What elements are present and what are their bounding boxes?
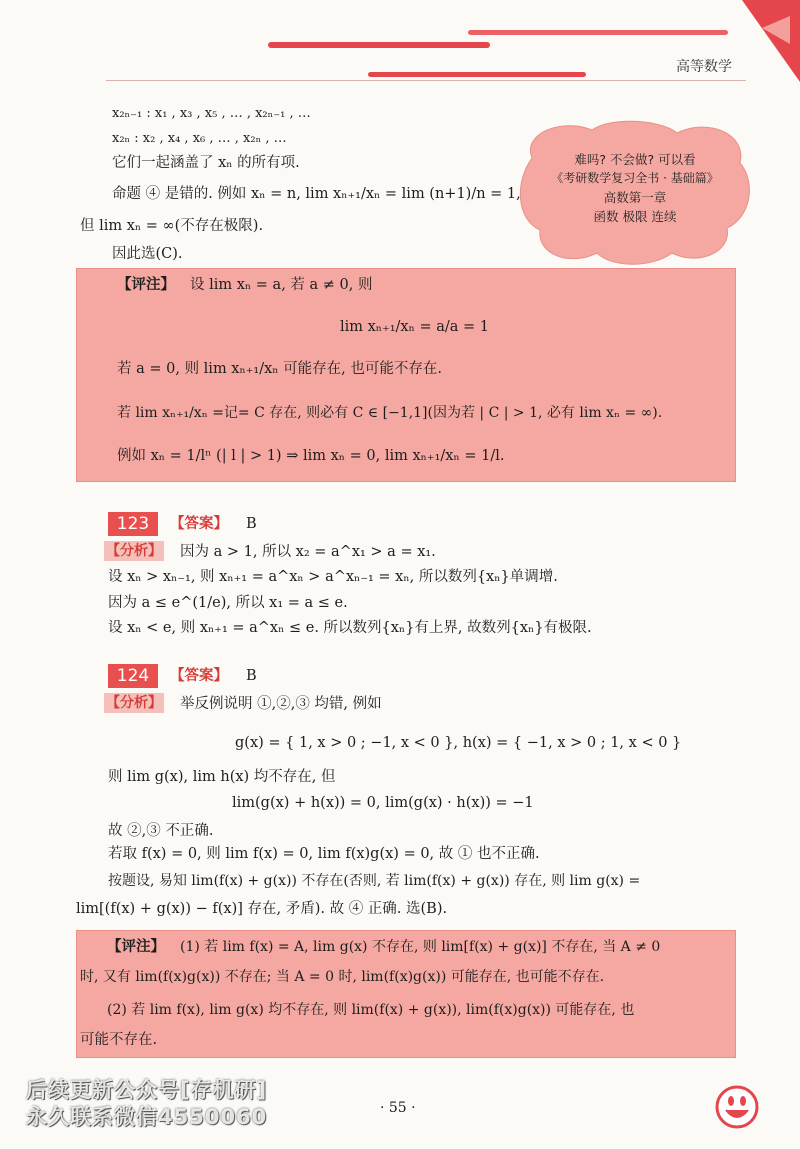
- cloud-text: 难吗? 不会做? 可以看: [574, 152, 696, 167]
- analysis-line: 因为 a ≤ e^(1/e), 所以 x₁ = a ≤ e.: [108, 595, 348, 611]
- cloud-text: 《考研数学复习全书 · 基础篇》: [551, 171, 719, 185]
- page-number: · 55 ·: [380, 1100, 416, 1116]
- analysis-line: lim[(f(x) + g(x)) − f(x)] 存在, 矛盾). 故 ④ 正确. 选(B).: [76, 901, 448, 917]
- analysis-line: g(x) = { 1, x > 0 ; −1, x < 0 }, h(x) = { −1, x > 0 ; 1, x < 0 }: [235, 735, 682, 751]
- answer-label: 【答案】: [170, 515, 228, 532]
- analysis-line: 举反例说明 ①,②,③ 均错, 例如: [180, 696, 382, 712]
- text-line: 命题 ④ 是错的. 例如 xₙ = n, lim xₙ₊₁/xₙ = lim (n+1)/n = 1,: [112, 186, 521, 202]
- watermark: 后续更新公众号[存机研]: [26, 1078, 268, 1102]
- note-label: 【评注】: [117, 276, 175, 293]
- header-stripe: [268, 42, 490, 48]
- text-line: x₂ₙ₋₁ : x₁ , x₃ , x₅ , … , x₂ₙ₋₁ , …: [112, 106, 311, 121]
- note-line: (1) 若 lim f(x) = A, lim g(x) 不存在, 则 lim[f(x) + g(x)] 不存在, 当 A ≠ 0: [180, 939, 661, 955]
- header-corner-triangle: [732, 0, 800, 82]
- header-stripe: [468, 30, 728, 35]
- question-number: 123: [108, 512, 158, 536]
- analysis-line: 故 ②,③ 不正确.: [108, 823, 214, 839]
- analysis-line: 设 xₙ < e, 则 xₙ₊₁ = a^xₙ ≤ e. 所以数列{xₙ}有上界, 故数列{xₙ}有极限.: [108, 620, 592, 636]
- answer-label: 【答案】: [170, 667, 228, 684]
- note-line: 例如 xₙ = 1/lⁿ (| l | > 1) ⇒ lim xₙ = 0, lim xₙ₊₁/xₙ = 1/l.: [117, 448, 505, 464]
- header-rule: [106, 80, 746, 81]
- note-line: 时, 又有 lim(f(x)g(x)) 不存在; 当 A = 0 时, lim(f(x)g(x)) 可能存在, 也可能不存在.: [80, 969, 605, 985]
- note-label: 【评注】: [107, 938, 165, 955]
- header-title: 高等数学: [676, 59, 732, 75]
- note-line: 可能不存在.: [80, 1032, 158, 1048]
- analysis-label: 【分析】: [106, 543, 162, 559]
- watermark: 永久联系微信4550060: [26, 1105, 268, 1129]
- analysis-line: 若取 f(x) = 0, 则 lim f(x) = 0, lim f(x)g(x) = 0, 故 ① 也不正确.: [108, 846, 540, 862]
- cloud-text: 高数第一章: [603, 190, 667, 205]
- analysis-line: 则 lim g(x), lim h(x) 均不存在, 但: [108, 769, 336, 785]
- text-line: x₂ₙ : x₂ , x₄ , x₆ , … , x₂ₙ , …: [112, 131, 287, 146]
- note-line: lim xₙ₊₁/xₙ = a/a = 1: [340, 319, 490, 335]
- header-stripe: [368, 72, 586, 77]
- analysis-line: 因为 a > 1, 所以 x₂ = a^x₁ > a = x₁.: [180, 544, 436, 560]
- text-line: 因此选(C).: [112, 246, 183, 262]
- answer-value: B: [246, 668, 257, 684]
- cloud-text: 函数 极限 连续: [593, 209, 677, 224]
- analysis-line: 设 xₙ > xₙ₋₁, 则 xₙ₊₁ = a^xₙ > a^xₙ₋₁ = xₙ, 所以数列{xₙ}单调增.: [108, 569, 558, 585]
- note-line: 设 lim xₙ = a, 若 a ≠ 0, 则: [190, 277, 373, 293]
- analysis-line: 按题设, 易知 lim(f(x) + g(x)) 不存在(否则, 若 lim(f(x) + g(x)) 存在, 则 lim g(x) =: [108, 873, 641, 889]
- analysis-label: 【分析】: [106, 695, 162, 711]
- analysis-line: lim(g(x) + h(x)) = 0, lim(g(x) · h(x)) = −1: [232, 795, 534, 811]
- answer-value: B: [246, 516, 257, 532]
- note-line: (2) 若 lim f(x), lim g(x) 均不存在, 则 lim(f(x) + g(x)), lim(f(x)g(x)) 可能存在, 也: [107, 1002, 635, 1018]
- question-number: 124: [108, 664, 158, 688]
- note-line: 若 lim xₙ₊₁/xₙ =记= C 存在, 则必有 C ∈ [−1,1](因为若 | C | > 1, 必有 lim xₙ = ∞).: [117, 405, 663, 421]
- note-line: 若 a = 0, 则 lim xₙ₊₁/xₙ 可能存在, 也可能不存在.: [117, 361, 442, 377]
- smiley-icon: [714, 1084, 760, 1130]
- text-line: 但 lim xₙ = ∞(不存在极限).: [80, 218, 264, 234]
- text-line: 它们一起涵盖了 xₙ 的所有项.: [112, 155, 300, 171]
